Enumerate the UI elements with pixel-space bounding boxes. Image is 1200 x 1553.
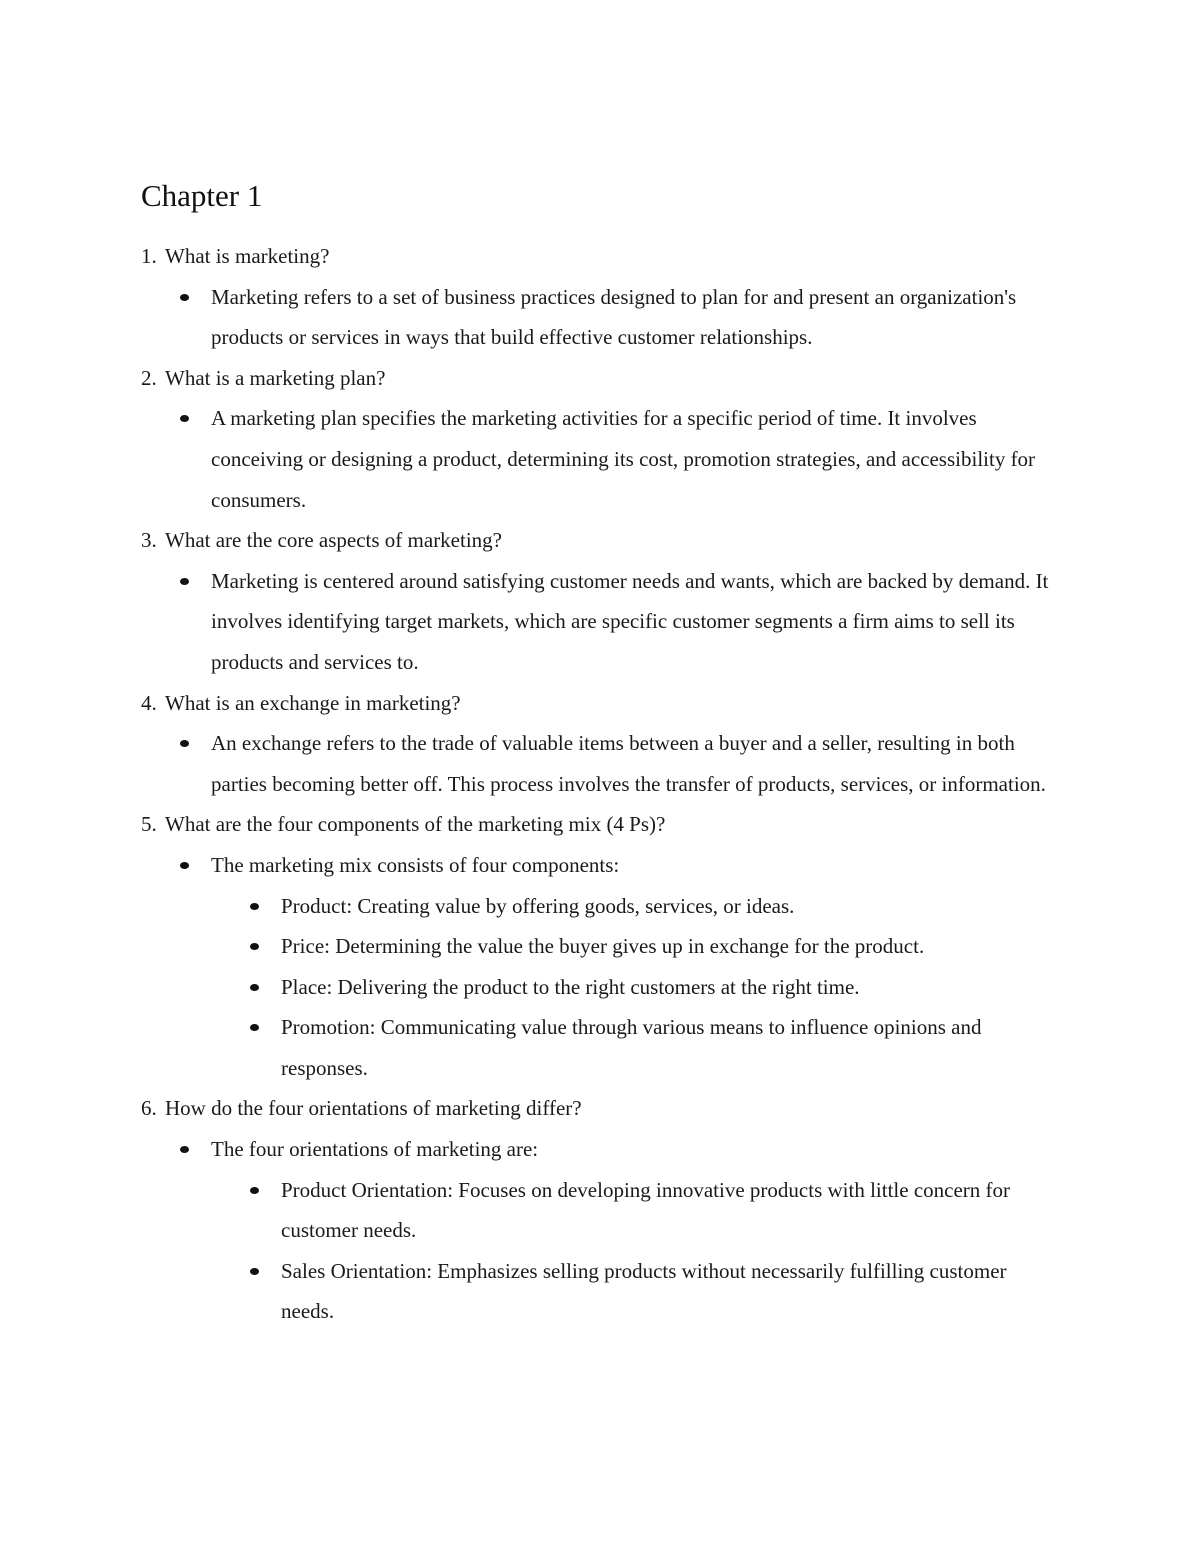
question-text: What is an exchange in marketing? bbox=[165, 690, 461, 715]
question-number: 5. bbox=[141, 812, 157, 837]
answer-bullet bbox=[141, 723, 1061, 804]
answer-text: Marketing is centered around satisfying customer needs and wants, which are backed by demand. It involves identifying target markets, which are specific customer segments a firm aims to sell its products and services to. bbox=[211, 568, 1049, 674]
bullet-icon bbox=[250, 903, 259, 910]
question-text: What are the four components of the marketing mix (4 Ps)? bbox=[165, 812, 666, 837]
bullet-icon bbox=[180, 578, 189, 585]
bullet-icon bbox=[250, 1024, 259, 1031]
answer-text: The four orientations of marketing are: bbox=[211, 1137, 539, 1162]
bullet-icon bbox=[250, 1268, 259, 1275]
bullet-icon bbox=[180, 415, 189, 422]
sub-bullet bbox=[141, 1007, 1061, 1088]
page-title: Chapter 1 bbox=[141, 178, 263, 213]
answer-bullet bbox=[141, 398, 1061, 520]
answer-bullet bbox=[141, 1129, 1061, 1170]
bullet-icon bbox=[180, 294, 189, 301]
question-text: What is a marketing plan? bbox=[165, 365, 386, 390]
question-4 bbox=[141, 683, 1061, 724]
question-text: How do the four orientations of marketing differ? bbox=[165, 1096, 582, 1121]
answer-text: The marketing mix consists of four components: bbox=[211, 852, 620, 877]
question-text: What are the core aspects of marketing? bbox=[165, 528, 502, 553]
answer-text: An exchange refers to the trade of valuable items between a buyer and a seller, resulting in both parties becoming better off. This process involves the transfer of products, services, or information. bbox=[211, 731, 1046, 796]
question-5 bbox=[141, 804, 1061, 845]
sub-bullet-text: Place: Delivering the product to the right customers at the right time. bbox=[281, 974, 860, 999]
bullet-icon bbox=[250, 984, 259, 991]
question-number: 3. bbox=[141, 528, 157, 553]
answer-bullet bbox=[141, 845, 1061, 886]
answer-text: Marketing refers to a set of business practices designed to plan for and present an organization's products or services in ways that build effective customer relationships. bbox=[211, 284, 1017, 350]
question-number: 2. bbox=[141, 365, 157, 390]
question-1 bbox=[141, 236, 1061, 277]
bullet-icon bbox=[180, 740, 189, 747]
sub-bullet-text: Product Orientation: Focuses on developing innovative products with little concern for customer needs. bbox=[281, 1177, 1011, 1243]
answer-text: A marketing plan specifies the marketing activities for a specific period of time. It involves conceiving or designing a product, determining its cost, promotion strategies, and accessibility for consumers. bbox=[211, 406, 1036, 512]
sub-bullet-text: Product: Creating value by offering goods, services, or ideas. bbox=[281, 893, 795, 918]
sub-bullet bbox=[141, 1170, 1061, 1251]
question-2 bbox=[141, 358, 1061, 399]
question-list bbox=[141, 236, 1061, 1332]
question-number: 4. bbox=[141, 690, 157, 715]
bullet-icon bbox=[250, 1187, 259, 1194]
sub-bullet-text: Sales Orientation: Emphasizes selling products without necessarily fulfilling customer needs. bbox=[281, 1258, 1007, 1324]
question-3 bbox=[141, 520, 1061, 561]
answer-bullet bbox=[141, 561, 1061, 683]
answer-bullet bbox=[141, 277, 1061, 358]
bullet-icon bbox=[250, 943, 259, 950]
sub-bullet bbox=[141, 1251, 1061, 1332]
question-6 bbox=[141, 1088, 1061, 1129]
sub-bullet-text: Price: Determining the value the buyer gives up in exchange for the product. bbox=[281, 934, 925, 959]
bullet-icon bbox=[180, 1146, 189, 1153]
bullet-icon bbox=[180, 862, 189, 869]
sub-bullet bbox=[141, 926, 1061, 967]
sub-bullet bbox=[141, 886, 1061, 927]
question-number: 6. bbox=[141, 1096, 157, 1121]
question-text: What is marketing? bbox=[165, 244, 330, 268]
sub-bullet bbox=[141, 967, 1061, 1008]
sub-bullet-text: Promotion: Communicating value through various means to influence opinions and responses. bbox=[281, 1015, 982, 1080]
question-number: 1. bbox=[141, 244, 157, 268]
